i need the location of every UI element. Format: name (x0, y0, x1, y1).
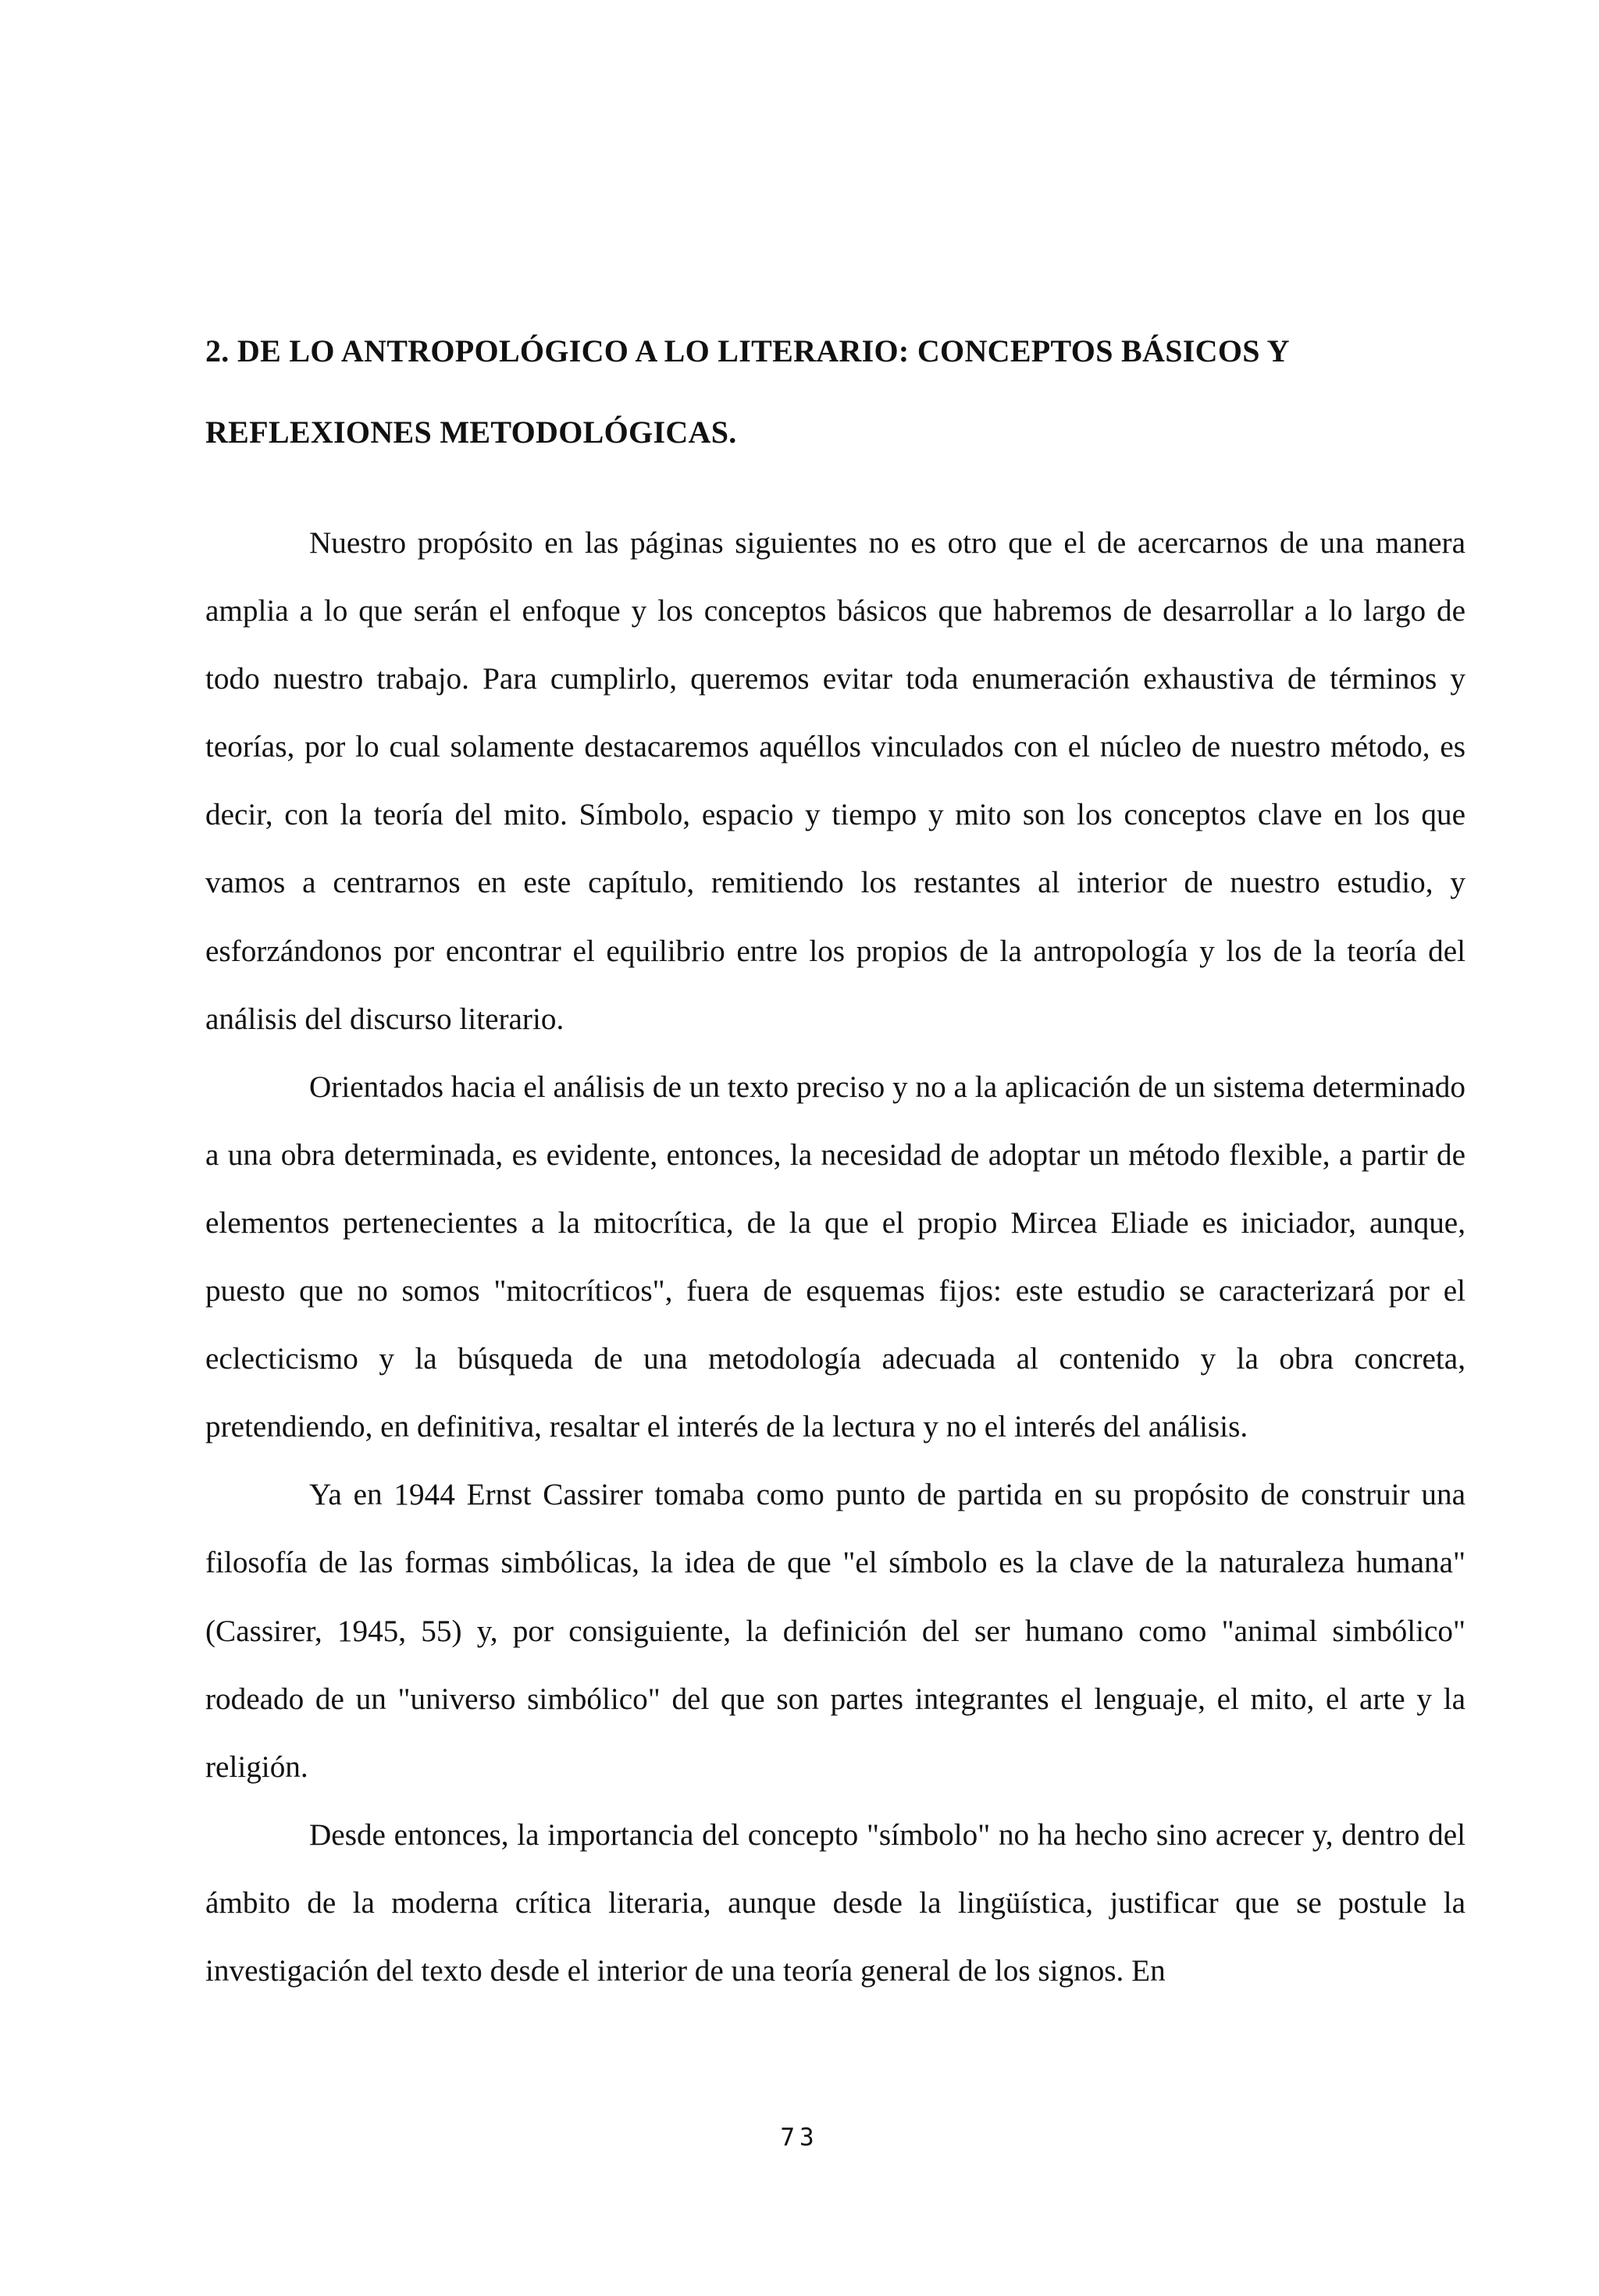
paragraph: Orientados hacia el análisis de un texto preciso y no a la aplicación de un sistema determinado a una obra determinada, es evidente, entonces, la necesidad de adoptar un método flexible, a partir de elementos pertenecientes a la mitocrítica, de la que el propio Mircea Eliade es iniciador, aunque, puesto que no somos "mitocríticos", fuera de esquemas fijos: este estudio se caracterizará por el eclecticismo y la búsqueda de una metodología adecuada al contenido y la obra concreta, pretendiendo, en definitiva, resaltar el interés de la lectura y no el interés del análisis. (205, 1070, 1465, 1444)
paragraph: Nuestro propósito en las páginas siguientes no es otro que el de acercarnos de una manera amplia a lo que serán el enfoque y los conceptos básicos que habremos de desarrollar a lo largo de todo nuestro trabajo. Para cumplirlo, queremos evitar toda enumeración exhaustiva de términos y teorías, por lo cual solamente destacaremos aquéllos vinculados con el núcleo de nuestro método, es decir, con la teoría del mito. Símbolo, espacio y tiempo y mito son los conceptos clave en los que vamos a centrarnos en este capítulo, remitiendo los restantes al interior de nuestro estudio, y esforzándonos por encontrar el equilibrio entre los propios de la antropología y los de la teoría del análisis del discurso literario. (205, 526, 1465, 1036)
section-heading: 2. DE LO ANTROPOLÓGICO A LO LITERARIO: CONCEPTOS BÁSICOS Y REFLEXIONES METODOLÓGICAS. (205, 333, 1289, 450)
paragraph: Ya en 1944 Ernst Cassirer tomaba como punto de partida en su propósito de construir una filosofía de las formas simbólicas, la idea de que "el símbolo es la clave de la naturaleza humana" (Cassirer, 1945, 55) y, por consiguiente, la definición del ser humano como "animal simbólico" rodeado de un "universo simbólico" del que son partes integrantes el lenguaje, el mito, el arte y la religión. (205, 1478, 1465, 1784)
page-number: 73 (780, 2123, 819, 2152)
body-text (205, 509, 1465, 2005)
paragraph: Desde entonces, la importancia del concepto "símbolo" no ha hecho sino acrecer y, dentro del ámbito de la moderna crítica literaria, aunque desde la lingüística, justificar que se postule la investigación del texto desde el interior de una teoría general de los signos. En (205, 1817, 1465, 1988)
